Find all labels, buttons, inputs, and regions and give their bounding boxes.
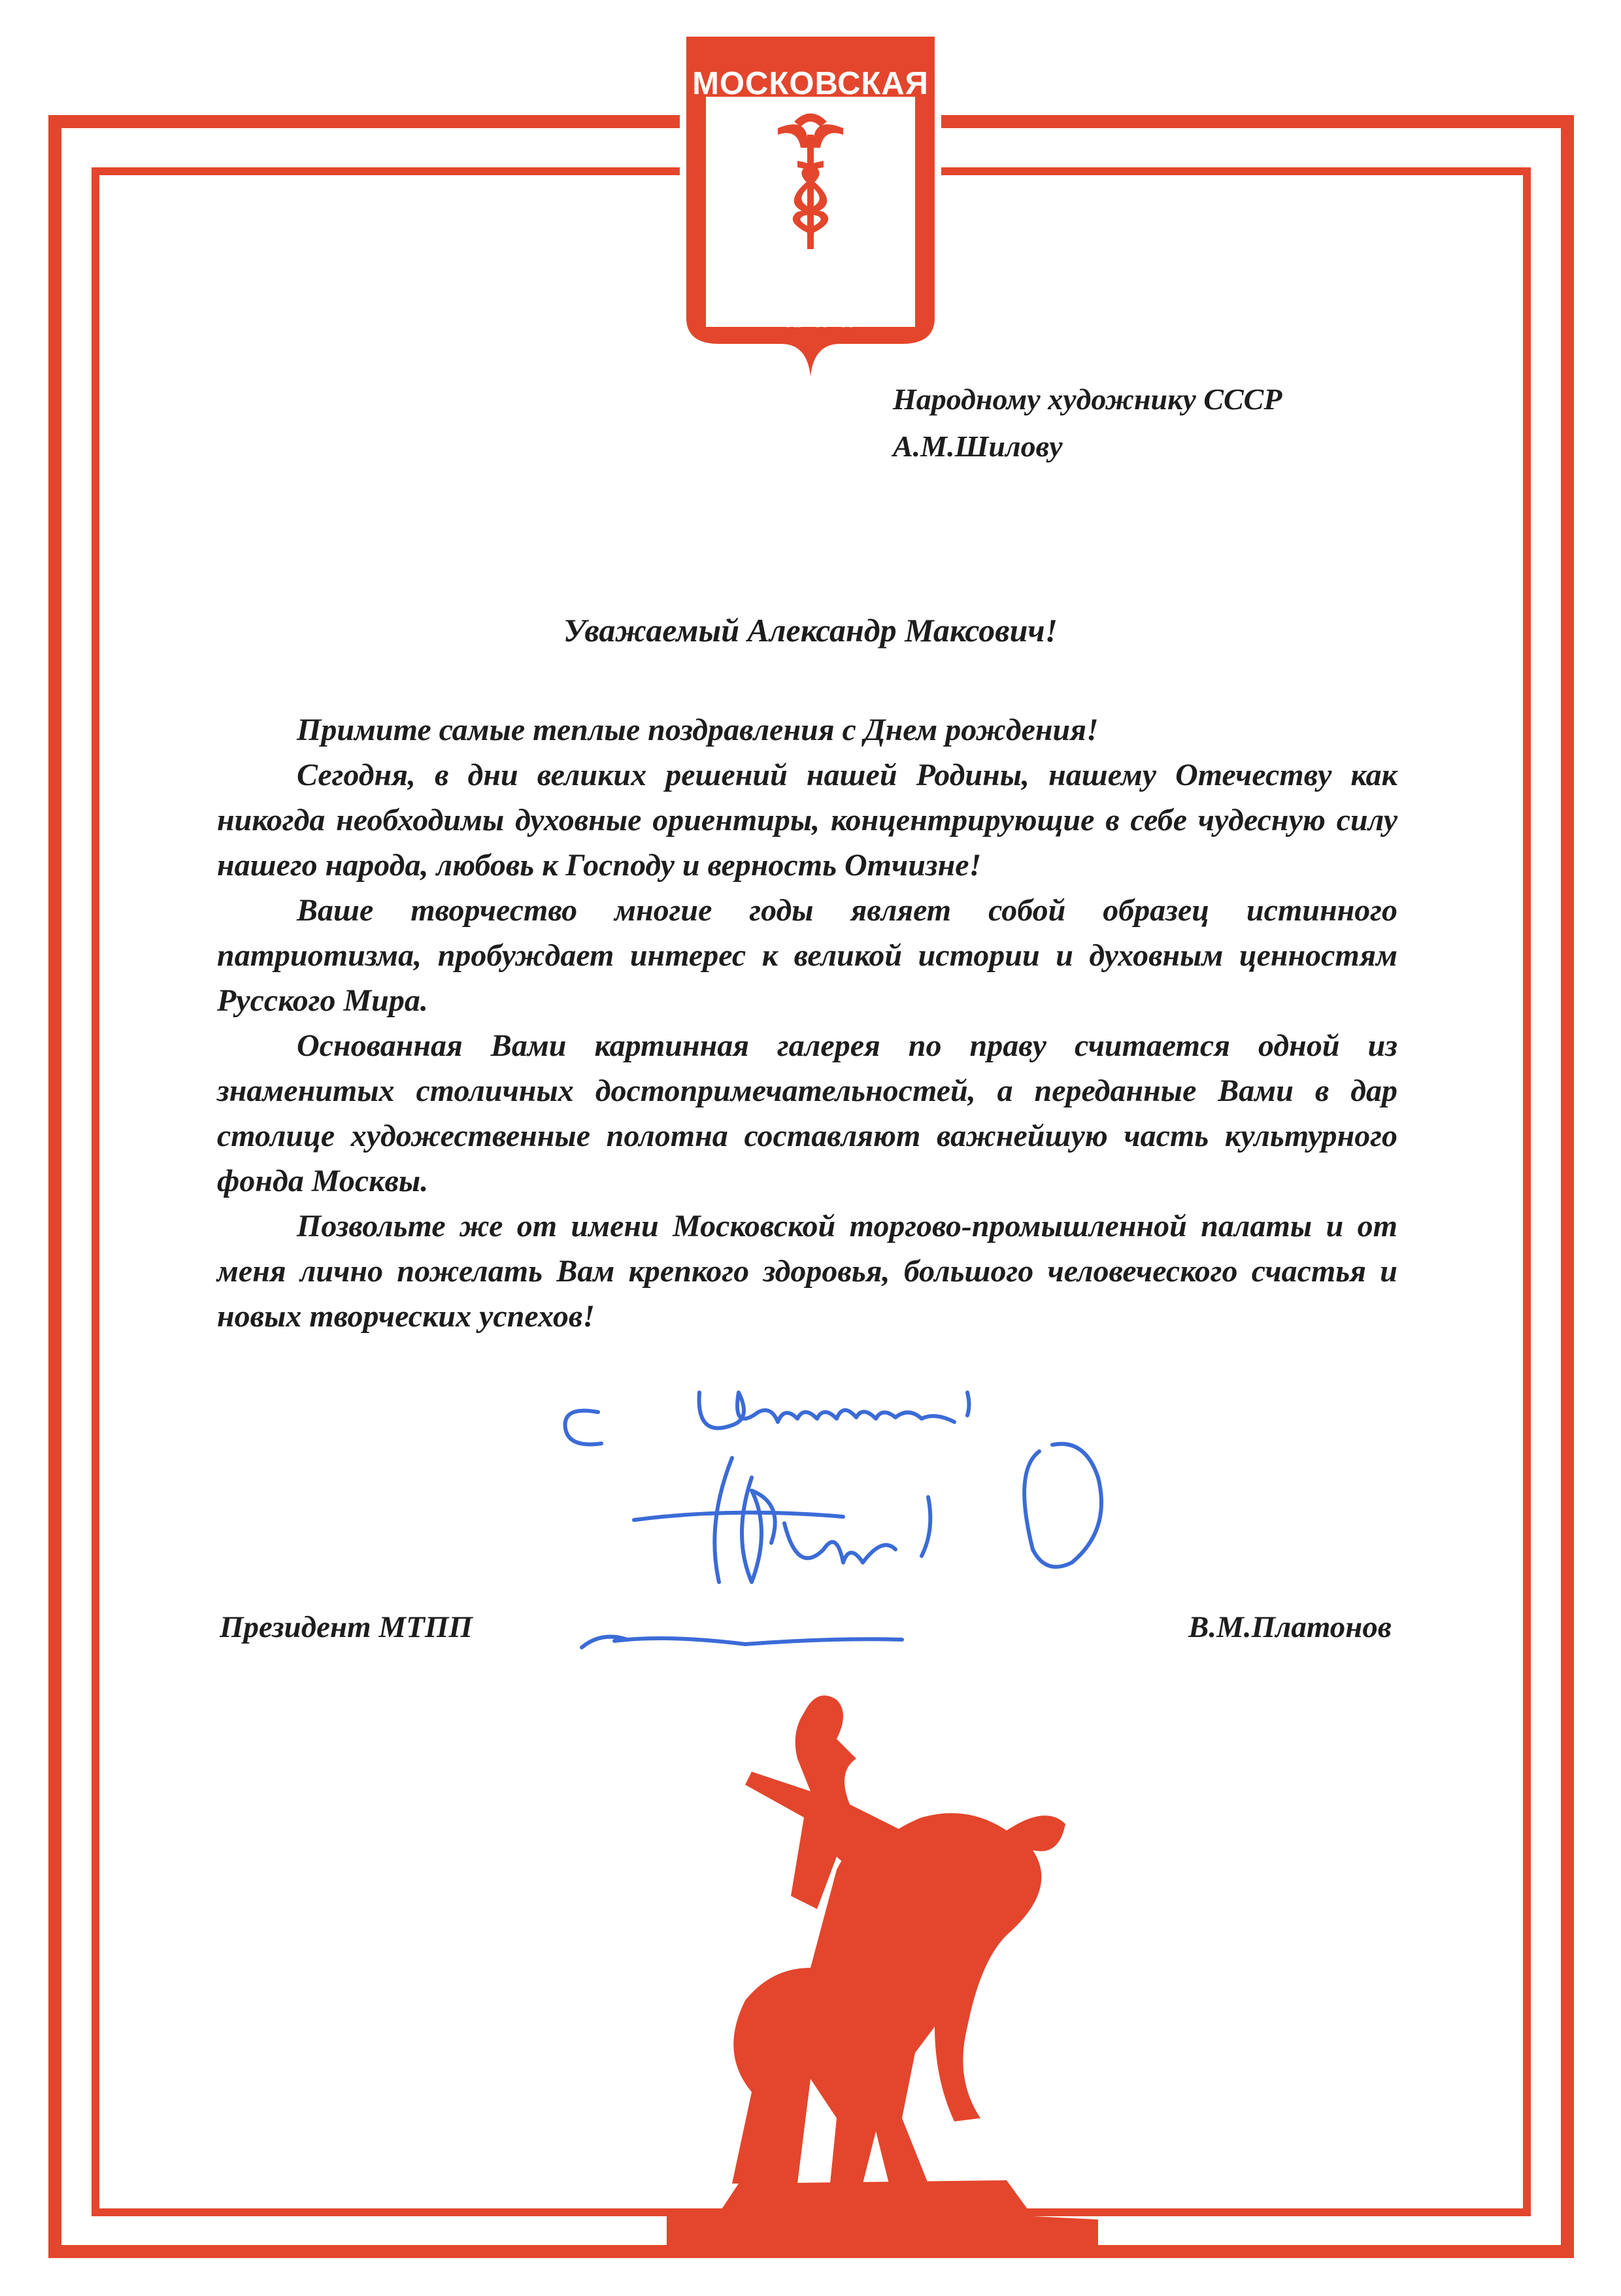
signature-stroke bbox=[742, 1477, 775, 1582]
signature-stroke bbox=[714, 1458, 732, 1582]
letter-body bbox=[217, 707, 1397, 1339]
handwritten-signature bbox=[536, 1366, 1242, 1693]
body-paragraph: Сегодня, в дни великих решений нашей Родины, нашему Отечеству как никогда необходимы духовные ориентиры, концентрирующие в себе чудесную силу нашего народа, любовь к Господу и верность Отчизне! bbox=[217, 758, 1397, 883]
logo-caption-line: промышленная bbox=[714, 279, 907, 307]
signature-stroke bbox=[634, 1513, 843, 1520]
signature-stroke bbox=[614, 1638, 902, 1644]
logo-caption-line: торгово- bbox=[758, 253, 863, 280]
addressee bbox=[893, 376, 1282, 470]
signature-stroke bbox=[1024, 1444, 1101, 1567]
statue-horse bbox=[732, 1813, 1065, 2184]
equestrian-statue-icon bbox=[641, 1661, 1111, 2249]
body-paragraph: Примите самые теплые поздравления с Днем рождения! bbox=[297, 713, 1099, 747]
addressee-title: Народному художнику СССР bbox=[893, 382, 1282, 416]
addressee-name: А.М.Шилову bbox=[893, 430, 1063, 463]
body-paragraph: Основанная Вами картинная галерея по праву считается одной из знаменитых столичных достопримечательностей, а переданные Вами в дар столице художественные полотна составляют важнейшую часть культурного фонда Москвы. bbox=[217, 1028, 1397, 1198]
body-paragraph: Позвольте же от имени Московской торгово-промышленной палаты и от меня лично пожелать Вам крепкого здоровья, большого человеческого счастья и новых творческих успехов! bbox=[217, 1209, 1397, 1334]
signature-stroke bbox=[922, 1497, 930, 1556]
signature-stroke bbox=[565, 1411, 601, 1445]
signature-stroke bbox=[784, 1523, 863, 1562]
signer-name: В.М.Платонов bbox=[1188, 1610, 1392, 1644]
signature-stroke bbox=[967, 1393, 969, 1415]
signature-stroke bbox=[699, 1393, 954, 1428]
logo-caption bbox=[680, 254, 941, 332]
statue-pedestal bbox=[667, 2180, 1098, 2249]
logo-caption-line: палата bbox=[768, 305, 853, 333]
signer-position: Президент МТПП bbox=[220, 1610, 473, 1644]
salutation: Уважаемый Александр Максович! bbox=[563, 612, 1058, 649]
logo-title: МОСКОВСКАЯ bbox=[692, 66, 929, 101]
body-paragraph: Ваше творчество многие годы являет собой образец истинного патриотизма, пробуждает интерес к великой истории и духовным ценностям Русского Мира. bbox=[217, 893, 1397, 1018]
chamber-logo bbox=[680, 37, 941, 377]
signature-stroke bbox=[863, 1545, 895, 1562]
